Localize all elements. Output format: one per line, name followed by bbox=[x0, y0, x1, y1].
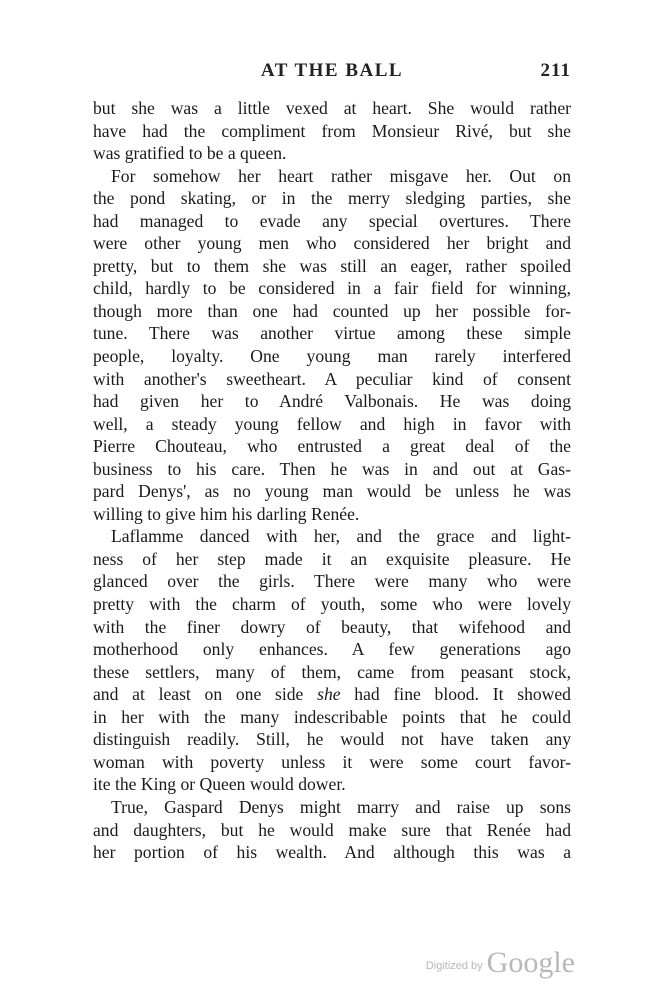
text-line: the pond skating, or in the merry sledging parties, she bbox=[93, 188, 571, 209]
text-line: have had the compliment from Monsieur Rivé, but she bbox=[93, 120, 571, 141]
text-line: distinguish readily. Still, he would not have taken any bbox=[93, 729, 571, 750]
text-line: ite the King or Queen would dower. bbox=[93, 774, 346, 795]
text-line: pard Denys', as no young man would be unless he was bbox=[93, 481, 571, 502]
text-line: were other young men who considered her bright and bbox=[93, 233, 571, 254]
text-line: glanced over the girls. There were many who were bbox=[93, 571, 571, 592]
text-line: with the finer dowry of beauty, that wifehood and bbox=[93, 616, 571, 637]
body-text bbox=[93, 97, 571, 864]
page-number: 211 bbox=[540, 60, 571, 81]
text-line: business to his care. Then he was in and out at Gas- bbox=[93, 458, 571, 479]
text-line: child, hardly to be considered in a fair field for winning, bbox=[93, 278, 571, 299]
text-line: but she was a little vexed at heart. She would rather bbox=[93, 98, 571, 118]
text-line: though more than one had counted up her possible for- bbox=[93, 300, 571, 321]
text-line: people, loyalty. One young man rarely interfered bbox=[93, 346, 571, 367]
text-line: these settlers, many of them, came from peasant stock, bbox=[93, 661, 571, 682]
text-line: Pierre Chouteau, who entrusted a great deal of the bbox=[93, 436, 571, 457]
running-head bbox=[93, 60, 571, 86]
text-line: For somehow her heart rather misgave her. Out on bbox=[111, 165, 571, 186]
text-line: woman with poverty unless it were some court favor- bbox=[93, 751, 571, 772]
text-line: motherhood only enhances. A few generations ago bbox=[93, 639, 571, 660]
text-line: tune. There was another virtue among these simple bbox=[93, 323, 571, 344]
text-line: was gratified to be a queen. bbox=[93, 143, 287, 164]
text-line: her portion of his wealth. And although this was a bbox=[93, 842, 571, 863]
watermark-brand: Google bbox=[486, 946, 575, 979]
text-line: pretty, but to them she was still an eager, rather spoiled bbox=[93, 255, 571, 276]
text-line: well, a steady young fellow and high in favor with bbox=[93, 413, 571, 434]
watermark-prefix: Digitized by bbox=[425, 960, 483, 972]
text-line: had given her to André Valbonais. He was doing bbox=[93, 391, 571, 412]
running-title: AT THE BALL bbox=[260, 60, 404, 81]
text-line: had managed to evade any special overtures. There bbox=[93, 210, 571, 231]
text-line: ness of her step made it an exquisite pleasure. He bbox=[93, 548, 571, 569]
text-line: in her with the many indescribable points that he could bbox=[93, 706, 571, 727]
digitization-watermark bbox=[426, 940, 575, 980]
text-line: True, Gaspard Denys might marry and raise up sons bbox=[111, 796, 571, 817]
text-line: and daughters, but he would make sure that Renée had bbox=[93, 819, 571, 840]
text-line: Laflamme danced with her, and the grace and light- bbox=[111, 526, 571, 547]
text-line: pretty with the charm of youth, some who were lovely bbox=[93, 594, 571, 615]
text-line: willing to give him his darling Renée. bbox=[93, 503, 360, 524]
text-line: with another's sweetheart. A peculiar kind of consent bbox=[93, 368, 571, 389]
text-line: and at least on one side she had fine blood. It showed bbox=[93, 684, 571, 705]
